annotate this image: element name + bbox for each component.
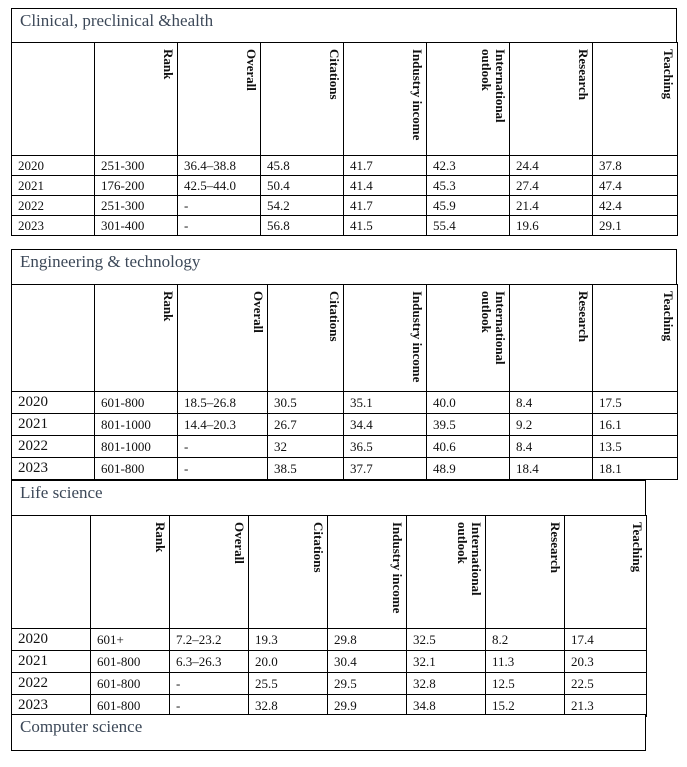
table-cell: 42.5–44.0 — [178, 176, 261, 196]
table-cell: 45.3 — [427, 176, 510, 196]
table-cell: 20.0 — [249, 651, 328, 673]
table-cell: 21.3 — [565, 695, 647, 717]
year-cell: 2020 — [12, 629, 91, 651]
section-title-engineering — [11, 249, 677, 285]
table-cell: 45.8 — [261, 156, 344, 176]
table-cell: 801-1000 — [95, 436, 178, 458]
year-cell: 2023 — [12, 695, 91, 717]
table-cell: 25.5 — [249, 673, 328, 695]
header-cell-teaching: Teaching — [593, 43, 678, 156]
header-cell-teaching: Teaching — [565, 516, 647, 629]
table-cell: 15.2 — [486, 695, 565, 717]
table-cell: 601-800 — [91, 673, 170, 695]
section-title-text: Computer science — [20, 717, 143, 736]
life-science-table — [11, 515, 647, 717]
table-cell: - — [170, 673, 249, 695]
table-cell: 24.4 — [510, 156, 593, 176]
year-cell: 2022 — [12, 196, 95, 216]
table-row — [12, 436, 678, 458]
table-cell: 41.5 — [344, 216, 427, 236]
header-row — [12, 285, 678, 392]
table-cell: 42.3 — [427, 156, 510, 176]
table-cell: 20.3 — [565, 651, 647, 673]
table-row — [12, 414, 678, 436]
year-cell: 2022 — [12, 436, 95, 458]
table-cell: 12.5 — [486, 673, 565, 695]
section-title-computer-science — [11, 714, 646, 751]
table-row — [12, 651, 647, 673]
section-title-text: Clinical, preclinical &health — [20, 11, 214, 30]
table-cell: 9.2 — [510, 414, 593, 436]
header-cell-research: Research — [486, 516, 565, 629]
header-cell-citations: Citations — [249, 516, 328, 629]
table-cell: 41.4 — [344, 176, 427, 196]
table-cell: 40.6 — [427, 436, 510, 458]
clinical-table — [11, 42, 678, 236]
year-cell: 2023 — [12, 216, 95, 236]
engineering-table — [11, 284, 678, 480]
table-cell: 55.4 — [427, 216, 510, 236]
table-cell: 251-300 — [95, 156, 178, 176]
header-cell-industry-income: Industry income — [344, 285, 427, 392]
table-cell: 8.4 — [510, 436, 593, 458]
table-cell: 37.8 — [593, 156, 678, 176]
table-cell: 30.4 — [328, 651, 407, 673]
table-cell: 32 — [268, 436, 344, 458]
table-cell: 39.5 — [427, 414, 510, 436]
table-row — [12, 458, 678, 480]
table-cell: 18.1 — [593, 458, 678, 480]
header-cell-international-outlook: International outlook — [407, 516, 486, 629]
table-row — [12, 629, 647, 651]
section-title-text: Engineering & technology — [20, 252, 201, 271]
table-row — [12, 176, 678, 196]
table-cell: 45.9 — [427, 196, 510, 216]
table-cell: 34.8 — [407, 695, 486, 717]
table-cell: 17.5 — [593, 392, 678, 414]
table-cell: - — [178, 458, 268, 480]
year-cell: 2020 — [12, 392, 95, 414]
header-cell-rank: Rank — [91, 516, 170, 629]
header-cell-overall: Overall — [178, 285, 268, 392]
table-cell: 50.4 — [261, 176, 344, 196]
table-cell: 18.4 — [510, 458, 593, 480]
table-cell: 601+ — [91, 629, 170, 651]
table-cell: - — [178, 436, 268, 458]
header-row — [12, 516, 647, 629]
table-row — [12, 392, 678, 414]
table-cell: 30.5 — [268, 392, 344, 414]
section-title-text: Life science — [20, 483, 103, 502]
section-title-clinical — [11, 8, 677, 43]
table-cell: 36.5 — [344, 436, 427, 458]
table-cell: 29.8 — [328, 629, 407, 651]
header-row — [12, 43, 678, 156]
table-cell: 42.4 — [593, 196, 678, 216]
table-cell: 8.2 — [486, 629, 565, 651]
table-cell: 29.5 — [328, 673, 407, 695]
table-cell: 36.4–38.8 — [178, 156, 261, 176]
table-cell: 176-200 — [95, 176, 178, 196]
year-cell: 2022 — [12, 673, 91, 695]
table-row — [12, 156, 678, 176]
table-cell: 54.2 — [261, 196, 344, 216]
header-cell-empty — [12, 43, 95, 156]
table-cell: 41.7 — [344, 156, 427, 176]
header-cell-international-outlook: International outlook — [427, 285, 510, 392]
year-cell: 2021 — [12, 414, 95, 436]
table-cell: 32.5 — [407, 629, 486, 651]
table-cell: 13.5 — [593, 436, 678, 458]
table-cell: 19.3 — [249, 629, 328, 651]
table-cell: 601-800 — [91, 695, 170, 717]
table-cell: 40.0 — [427, 392, 510, 414]
header-cell-citations: Citations — [261, 43, 344, 156]
table-cell: 251-300 — [95, 196, 178, 216]
table-cell: 7.2–23.2 — [170, 629, 249, 651]
section-title-life-science — [11, 480, 646, 516]
header-cell-overall: Overall — [170, 516, 249, 629]
header-cell-empty — [12, 285, 95, 392]
table-cell: 37.7 — [344, 458, 427, 480]
header-cell-industry-income: Industry income — [328, 516, 407, 629]
table-cell: 47.4 — [593, 176, 678, 196]
year-cell: 2023 — [12, 458, 95, 480]
table-cell: 32.1 — [407, 651, 486, 673]
table-cell: 16.1 — [593, 414, 678, 436]
table-cell: 601-800 — [95, 392, 178, 414]
header-cell-international-outlook: International outlook — [427, 43, 510, 156]
table-cell: 29.1 — [593, 216, 678, 236]
header-cell-rank: Rank — [95, 285, 178, 392]
year-cell: 2021 — [12, 651, 91, 673]
header-cell-citations: Citations — [268, 285, 344, 392]
header-cell-empty — [12, 516, 91, 629]
table-cell: 34.4 — [344, 414, 427, 436]
table-cell: 21.4 — [510, 196, 593, 216]
table-cell: 17.4 — [565, 629, 647, 651]
table-cell: 19.6 — [510, 216, 593, 236]
table-cell: 27.4 — [510, 176, 593, 196]
table-cell: 18.5–26.8 — [178, 392, 268, 414]
table-cell: 35.1 — [344, 392, 427, 414]
table-cell: 601-800 — [91, 651, 170, 673]
table-cell: 38.5 — [268, 458, 344, 480]
table-cell: - — [178, 196, 261, 216]
year-cell: 2020 — [12, 156, 95, 176]
table-cell: 29.9 — [328, 695, 407, 717]
table-cell: 11.3 — [486, 651, 565, 673]
table-cell: 32.8 — [407, 673, 486, 695]
table-row — [12, 196, 678, 216]
table-row — [12, 673, 647, 695]
table-cell: 48.9 — [427, 458, 510, 480]
table-cell: 26.7 — [268, 414, 344, 436]
header-cell-teaching: Teaching — [593, 285, 678, 392]
table-cell: 22.5 — [565, 673, 647, 695]
table-cell: 32.8 — [249, 695, 328, 717]
header-cell-research: Research — [510, 43, 593, 156]
table-cell: 6.3–26.3 — [170, 651, 249, 673]
year-cell: 2021 — [12, 176, 95, 196]
header-cell-overall: Overall — [178, 43, 261, 156]
table-cell: 14.4–20.3 — [178, 414, 268, 436]
table-cell: 8.4 — [510, 392, 593, 414]
table-cell: 601-800 — [95, 458, 178, 480]
header-cell-research: Research — [510, 285, 593, 392]
table-cell: 41.7 — [344, 196, 427, 216]
header-cell-industry-income: Industry income — [344, 43, 427, 156]
table-cell: 301-400 — [95, 216, 178, 236]
table-cell: 56.8 — [261, 216, 344, 236]
table-cell: - — [170, 695, 249, 717]
table-row — [12, 216, 678, 236]
table-cell: - — [178, 216, 261, 236]
header-cell-rank: Rank — [95, 43, 178, 156]
table-cell: 801-1000 — [95, 414, 178, 436]
